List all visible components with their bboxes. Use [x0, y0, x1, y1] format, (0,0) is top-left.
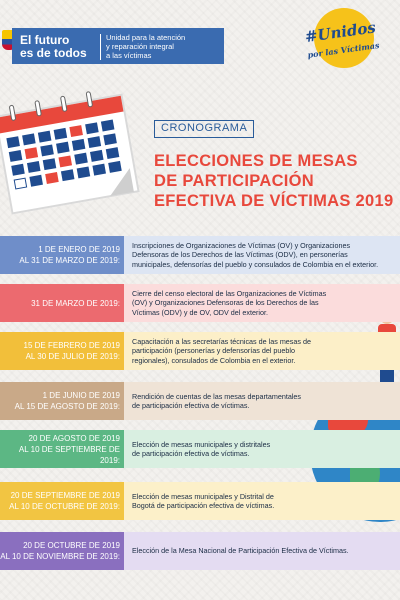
schedule-date	[0, 532, 124, 570]
date-start: 1 DE ENERO DE 2019	[38, 245, 120, 254]
brand-line-1: El futuro	[20, 33, 70, 47]
date-start: 20 DE SEPTIEMBRE DE 2019	[10, 491, 120, 500]
date-end: AL 10 DE NOVIEMBRE DE 2019:	[0, 552, 120, 561]
cronograma-label: CRONOGRAMA	[154, 120, 254, 138]
logo-text	[304, 19, 380, 63]
header-divider	[100, 34, 101, 60]
date-end: AL 10 DE SEPTIEMBRE DE 2019:	[18, 444, 120, 465]
schedule-date	[0, 284, 124, 322]
calendar-day	[43, 158, 57, 170]
calendar-day	[69, 125, 83, 137]
calendar-day	[22, 133, 36, 145]
calendar-day	[45, 172, 59, 184]
calendar-day	[72, 139, 86, 151]
calendar-day	[9, 150, 23, 162]
calendar-day	[25, 147, 39, 159]
calendar-day	[85, 122, 99, 134]
calendar-day	[38, 131, 52, 143]
schedule-row-4	[0, 382, 400, 420]
calendar-day	[58, 155, 72, 167]
schedule-description: Cierre del censo electoral de las Organizaciones de Víctimas (OV) y Organizaciones Defensoras de los Derechos de las Víctimas (ODV) y de OV, ODV del exterior.	[124, 284, 400, 322]
calendar-day	[27, 161, 41, 173]
calendar-page-fold	[106, 168, 134, 196]
schedule-description: Elección de mesas municipales y distritales de participación efectiva de víctimas.	[124, 430, 400, 468]
schedule-date	[0, 382, 124, 420]
calendar-day	[6, 136, 20, 148]
schedule-date	[0, 332, 124, 370]
date-start: 1 DE JUNIO DE 2019	[42, 391, 120, 400]
schedule-date	[0, 236, 124, 274]
schedule-row-1	[0, 236, 400, 274]
calendar-day	[29, 175, 43, 187]
date-end: 31 DE MARZO DE 2019:	[31, 298, 120, 308]
calendar-day	[61, 169, 75, 181]
schedule-row-2	[0, 284, 400, 322]
calendar-day	[103, 133, 117, 145]
calendar-day	[77, 166, 91, 178]
calendar-day	[14, 178, 28, 190]
calendar-day	[90, 150, 104, 162]
logo-text-2: por las Víctimas	[306, 39, 381, 60]
brand-line-2: es de todos	[20, 46, 87, 60]
calendar-day	[74, 153, 88, 165]
unit-line-2: y reparación integral	[106, 42, 174, 51]
unidos-logo	[303, 8, 392, 72]
date-end: AL 10 DE OCTUBRE DE 2019:	[9, 502, 120, 511]
schedule-row-5	[0, 430, 400, 468]
date-start: 15 DE FEBRERO DE 2019	[23, 341, 120, 350]
date-end: AL 30 DE JULIO DE 2019:	[25, 352, 120, 361]
header	[0, 0, 400, 72]
schedule-description: Capacitación a las secretarías técnicas de las mesas de participación (personerías y defensorías del pueblo regionales), consulados de Colombia en el exterior.	[124, 332, 400, 370]
date-end: AL 31 DE MARZO DE 2019:	[19, 256, 120, 265]
schedule-description: Rendición de cuentas de las mesas departamentales de participación efectiva de víctimas.	[124, 382, 400, 420]
calendar-day	[92, 164, 106, 176]
title-line-1: ELECCIONES DE MESAS	[154, 152, 358, 170]
date-start: 20 DE AGOSTO DE 2019	[28, 433, 120, 443]
calendar-day	[56, 142, 70, 154]
title-line-2: DE PARTICIPACIÓN	[154, 172, 315, 190]
schedule-description: Inscripciones de Organizaciones de Víctimas (OV) y Organizaciones Defensoras de los Derechos de las Víctimas (ODV), en personerías municipales, defensorías del pueblo y consulados de Colombia en el exterior.	[124, 236, 400, 274]
date-start: 20 DE OCTUBRE DE 2019	[23, 541, 120, 550]
unit-line-1: Unidad para la atención	[106, 33, 186, 42]
schedule-row-7	[0, 532, 400, 570]
calendar-day	[40, 144, 54, 156]
calendar-day	[101, 120, 115, 132]
calendar-day	[106, 147, 120, 159]
date-end: AL 15 DE AGOSTO DE 2019:	[14, 402, 120, 411]
calendar-day	[54, 128, 68, 140]
schedule-date	[0, 430, 124, 468]
calendar-icon	[0, 82, 150, 222]
schedule-row-3	[0, 332, 400, 370]
schedule-description: Elección de mesas municipales y Distrital de Bogotá de participación efectiva de víctimas.	[124, 482, 400, 520]
calendar-day	[11, 164, 25, 176]
calendar-day	[88, 136, 102, 148]
schedule-date	[0, 482, 124, 520]
calendar-page	[0, 93, 140, 214]
title-line-3: EFECTIVA DE VÍCTIMAS 2019	[154, 192, 394, 210]
schedule-description: Elección de la Mesa Nacional de Participación Efectiva de Víctimas.	[124, 532, 400, 570]
schedule-row-6	[0, 482, 400, 520]
logo-text-1: #Unidos	[303, 18, 377, 47]
unit-line-3: a las víctimas	[106, 51, 152, 60]
